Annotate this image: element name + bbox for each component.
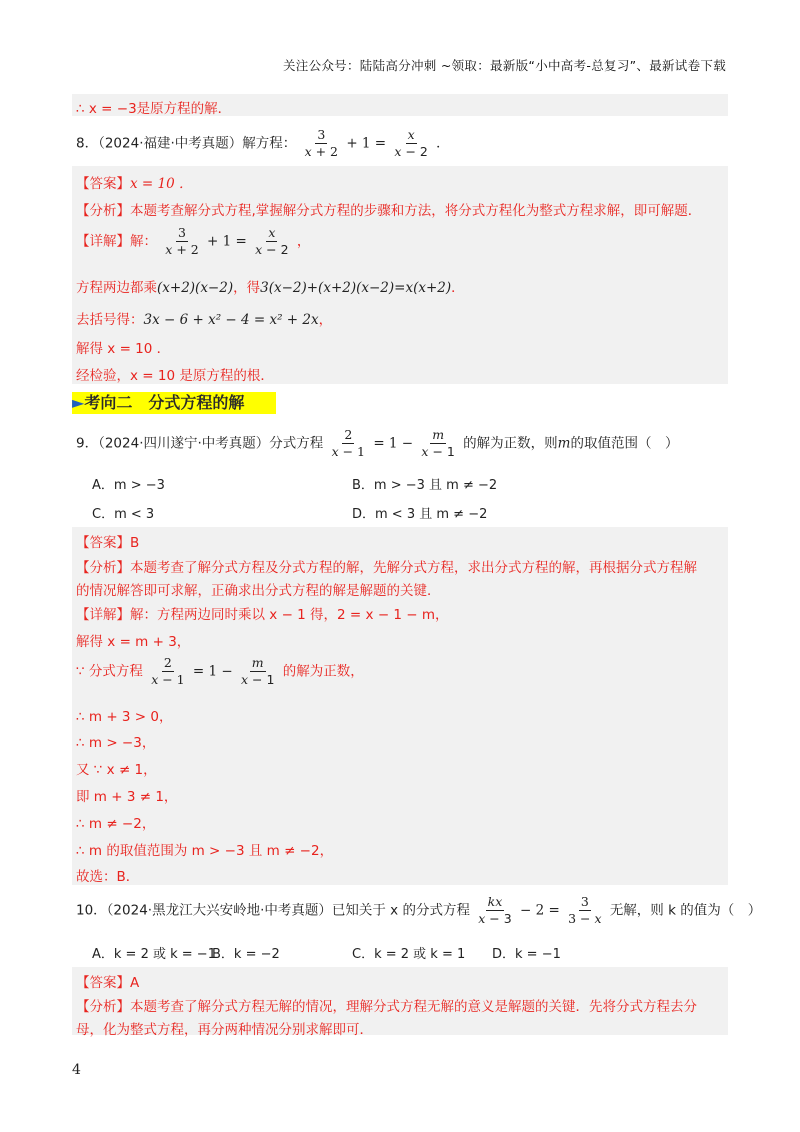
question-10-analysis-line-2: 母，化为整式方程，再分两种情况分别求解即可． [76, 1022, 373, 1038]
question-10-option-d[interactable]: D．k = −1 [492, 947, 561, 962]
question-9-step-4: ∴ m > −3， [76, 735, 156, 751]
fraction-2-over-x-minus-1: $\frac{2}{x - 1}$ [151, 655, 185, 687]
question-9-analysis-line-1: 【分析】本题考查了解分式方程及分式方程的解，先解分式方程，求出分式方程的解，再根据分式方程解 [76, 560, 697, 576]
fraction-3-over-x-plus-2: $\frac{3}{x + 2}$ [165, 225, 199, 257]
fraction-2-over-x-minus-1: $\frac{2}{x - 1}$ [331, 427, 366, 459]
fraction-m-over-x-minus-1: $\frac{m}{x - 1}$ [421, 427, 455, 459]
question-9-step-7: ∴ m ≠ −2， [76, 816, 156, 832]
fraction-3-over-3-minus-x: $\frac{3}{3 - x}$ [568, 894, 602, 926]
question-10-option-b[interactable]: B．k = −2 [212, 947, 280, 962]
question-8-prefix: 8．（2024·福建·中考真题）解方程： [76, 135, 297, 152]
question-9-step-2: ∵ 分式方程 $\frac{2}{x - 1}$ = 1 − $\frac{m}{x - 1}$ 的解为正数， [76, 655, 364, 687]
question-8-analysis: 【分析】本题考查解分式方程,掌握解分式方程的步骤和方法，将分式方程化为整式方程求解，即可解题． [76, 203, 702, 219]
fraction-x-over-x-minus-2: $\frac{x}{x - 2}$ [255, 225, 289, 257]
fraction-m-over-x-minus-1: $\frac{m}{x - 1}$ [241, 655, 275, 687]
page-header: 关注公众号：陆陆高分冲刺 ~领取：最新版“小中高考-总复习”、最新试卷下载 [282, 58, 726, 73]
question-10-stem: 10．（2024·黑龙江大兴安岭地·中考真题）已知关于 x 的分式方程 $\frac{kx}{x - 3}$ − 2 = $\frac{3}{3 - x}$ 无解，则 k 的值为（ ） [76, 894, 762, 926]
question-10-answer: 【答案】A [76, 975, 140, 991]
question-8-detail: 【详解】解： $\frac{3}{x + 2}$ + 1 = $\frac{x}{x - 2}$ ， [76, 225, 311, 257]
triangle-arrow-icon: ► [72, 393, 85, 412]
previous-conclusion: ∴ x = −3是原方程的解． [76, 101, 232, 117]
section-title: ►考向二 分式方程的解 [72, 392, 276, 414]
question-9-step-3: ∴ m + 3 > 0， [76, 709, 173, 725]
question-9-detail: 【详解】解：方程两边同时乘以 x − 1 得，2 = x − 1 − m， [76, 607, 449, 623]
question-9-option-c[interactable]: C．m < 3 [92, 507, 155, 522]
question-9-step-1: 解得 x = m + 3， [76, 634, 191, 650]
question-10-option-a[interactable]: A．k = 2 或 k = −1 [92, 947, 216, 962]
question-9-step-6: 即 m + 3 ≠ 1， [76, 789, 178, 805]
question-8-step-solve: 解得 x = 10 ． [76, 341, 171, 357]
question-9-answer: 【答案】B [76, 535, 140, 551]
question-10-option-c[interactable]: C．k = 2 或 k = 1 [352, 947, 466, 962]
question-8-stem: 8．（2024·福建·中考真题）解方程： $\frac{3}{x + 2}$ + 1 = $\frac{x}{x - 2}$ ． [76, 127, 450, 159]
question-9-option-b[interactable]: B．m > −3 且 m ≠ −2 [352, 478, 498, 493]
question-8-step-check: 经检验，x = 10 是原方程的根． [76, 368, 274, 384]
question-8-step-expand: 去括号得：3x − 6 + x² − 4 = x² + 2x， [76, 312, 333, 328]
question-9-step-5: 又 ∵ x ≠ 1， [76, 762, 157, 778]
fraction-x-over-x-minus-2: $\frac{x}{x - 2}$ [394, 127, 428, 159]
question-8-step-multiply: 方程两边都乘(x+2)(x−2)，得3(x−2)+(x+2)(x−2)=x(x+2)． [76, 280, 465, 296]
question-8-answer: 【答案】x = 10 ． [76, 176, 193, 192]
question-9-option-d[interactable]: D．m < 3 且 m ≠ −2 [352, 507, 488, 522]
question-10-analysis-line-1: 【分析】本题考查了解分式方程无解的情况，理解分式方程无解的意义是解题的关键．先将分式方程去分 [76, 999, 697, 1015]
question-9-stem: 9．（2024·四川遂宁·中考真题）分式方程 $\frac{2}{x - 1}$ = 1 − $\frac{m}{x - 1}$ 的解为正数，则m的取值范围（ ） [76, 427, 679, 459]
question-9-step-9: 故选：B． [76, 869, 140, 885]
page-number: 4 [72, 1062, 81, 1078]
fraction-3-over-x-plus-2: $\frac{3}{x + 2}$ [304, 127, 339, 159]
fraction-kx-over-x-minus-3: $\frac{kx}{x - 3}$ [478, 894, 512, 926]
question-9-step-8: ∴ m 的取值范围为 m > −3 且 m ≠ −2， [76, 843, 334, 859]
question-9-option-a[interactable]: A．m > −3 [92, 478, 165, 493]
question-9-analysis-line-2: 的情况解答即可求解，正确求出分式方程的解是解题的关键． [76, 583, 441, 599]
